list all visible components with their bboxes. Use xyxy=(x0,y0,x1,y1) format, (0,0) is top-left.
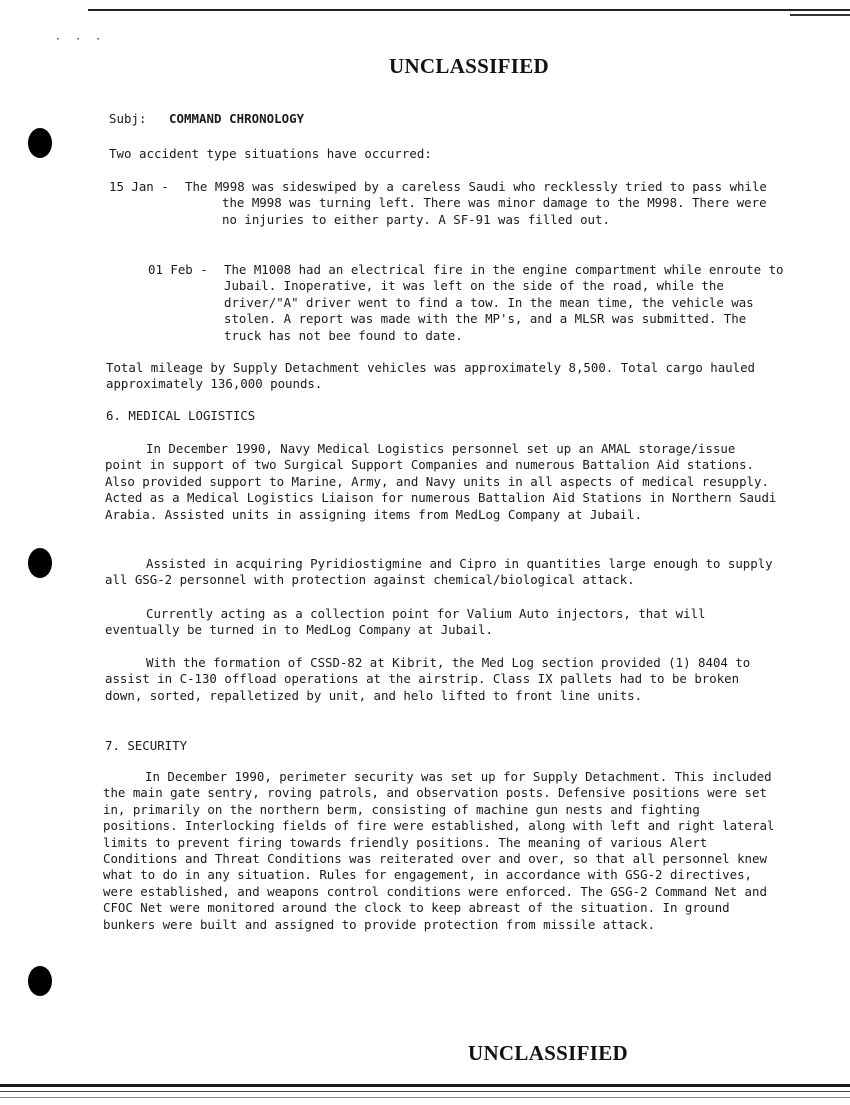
classification-marking-top: UNCLASSIFIED xyxy=(389,54,549,78)
punch-hole-bottom xyxy=(28,966,52,996)
accident-date: 01 Feb - xyxy=(148,262,208,277)
accident-date: 15 Jan - xyxy=(109,179,169,194)
classification-marking-bottom: UNCLASSIFIED xyxy=(468,1041,628,1065)
section-heading-security: 7. SECURITY xyxy=(105,738,188,753)
subject-value: COMMAND CHRONOLOGY xyxy=(169,111,305,126)
accident-text: The M998 was sideswiped by a careless Saudi who recklessly tried to pass while the M998 was turning left. There was minor damage to the M998. There were no injuries to either party. A SF-91 was filled out. xyxy=(185,179,767,227)
body-paragraph: In December 1990, perimeter security was set up for Supply Detachment. This included the main gate sentry, roving patrols, and observation posts. Defensive positions were set in, primarily on the northern berm, consisting of machine gun nests and fighting positions. Interlocking fields of fire were established, along with left and right lateral limits to prevent firing towards friendly positions. The meaning of various Alert Conditions and Threat Conditions was reiterated over and over, so that all personnel knew what to do in any situation. Rules for engagement, in accordance with GSG-2 directives, were established, and weapons control conditions were enforced. The GSG-2 Command Net and CFOC Net were monitored around the clock to keep abreast of the situation. In ground bunkers were built and assigned to provide protection from missile attack. xyxy=(103,769,775,932)
scan-bottom-rule xyxy=(0,1084,850,1087)
accident-text: The M1008 had an electrical fire in the engine compartment while enroute to Jubail. Inoperative, it was left on the side of the road, while the driver/"A" driver went to find a tow. In the mean time, the vehicle was stolen. A report was made with the MP's, and a MLSR was submitted. The truck has not bee found to date. xyxy=(224,262,784,343)
scan-top-rule xyxy=(88,9,850,11)
intro-text: Two accident type situations have occurred: xyxy=(109,146,432,161)
body-paragraph: Currently acting as a collection point for Valium Auto injectors, that will eventually be turned in to MedLog Company at Jubail. xyxy=(105,606,706,638)
body-paragraph: With the formation of CSSD-82 at Kibrit, the Med Log section provided (1) 8404 to assist in C-130 offload operations at the airstrip. Class IX pallets had to be broken down, sorted, repalletized by unit, and helo lifted to front line units. xyxy=(105,655,751,703)
subject-label: Subj: xyxy=(109,111,147,126)
scan-specks: · · · xyxy=(55,34,106,45)
scan-bottom-rule-thin xyxy=(0,1091,850,1092)
mileage-paragraph: Total mileage by Supply Detachment vehicles was approximately 8,500. Total cargo hauled approximately 136,000 pounds. xyxy=(106,360,756,392)
punch-hole-middle xyxy=(28,548,52,578)
scan-top-rule-right xyxy=(790,14,850,16)
body-paragraph: Assisted in acquiring Pyridiostigmine and Cipro in quantities large enough to supply all GSG-2 personnel with protection against chemical/biological attack. xyxy=(105,556,773,588)
scan-bottom-rule-faint xyxy=(0,1097,850,1098)
body-paragraph: In December 1990, Navy Medical Logistics personnel set up an AMAL storage/issue point in support of two Surgical Support Companies and numerous Battalion Aid stations. Also provided support to Marine, Army, and Navy units in all aspects of medical resupply. Acted as a Medical Logistics Liaison for numerous Battalion Aid Stations in Northern Saudi Arabia. Assisted units in assigning items from MedLog Company at Jubail. xyxy=(105,441,777,522)
section-heading-medical-logistics: 6. MEDICAL LOGISTICS xyxy=(106,408,256,423)
punch-hole-top xyxy=(28,128,52,158)
